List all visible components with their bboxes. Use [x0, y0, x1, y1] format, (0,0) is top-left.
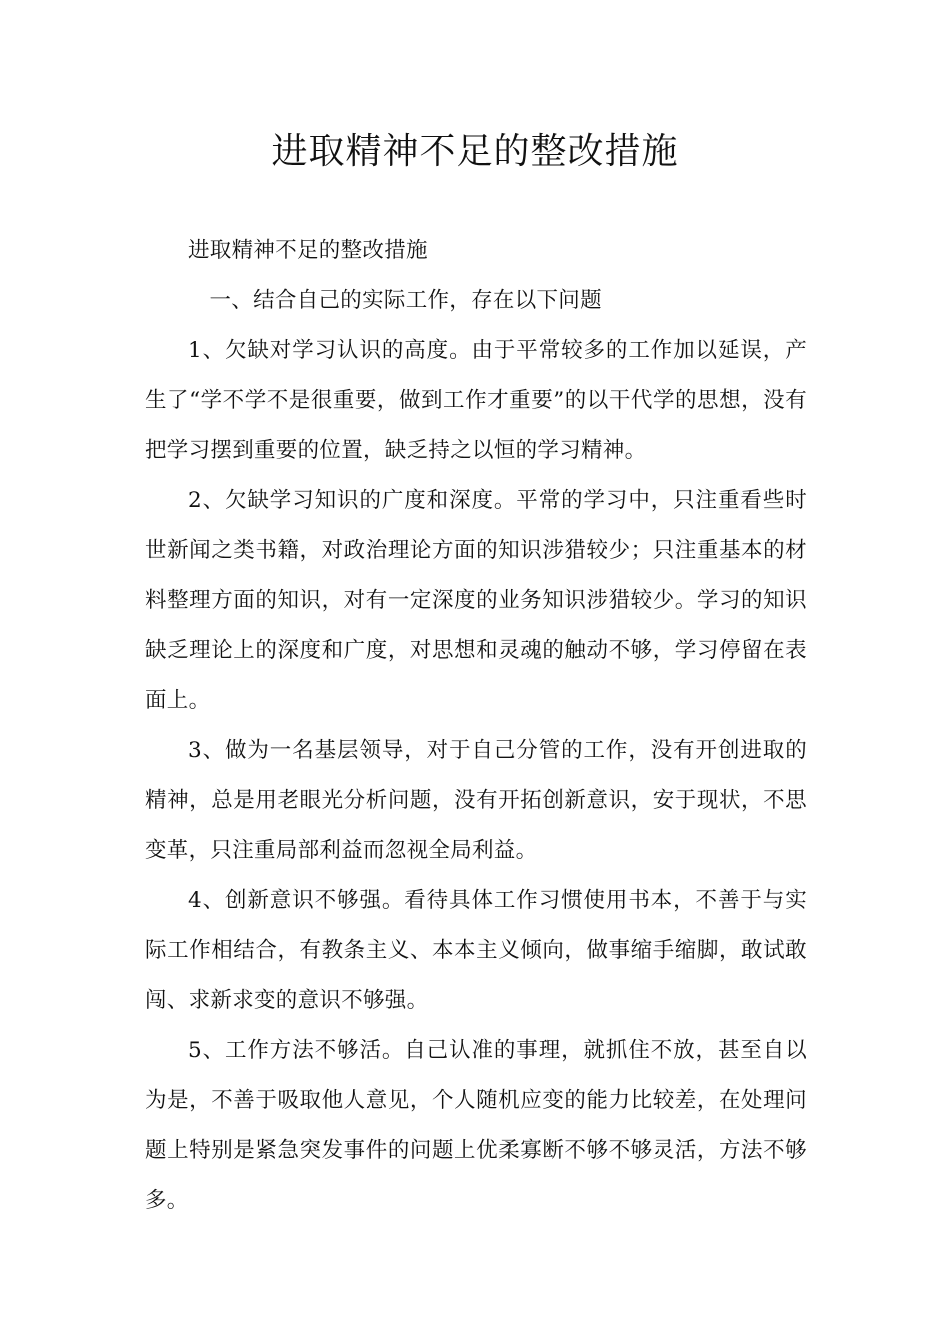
paragraph-3: 3、做为一名基层领导，对于自己分管的工作，没有开创进取的精神，总是用老眼光分析问题，没有开拓创新意识，安于现状，不思变革，只注重局部利益而忽视全局利益。	[145, 738, 807, 863]
document-subtitle: 进取精神不足的整改措施	[188, 238, 428, 263]
paragraph-4: 4、创新意识不够强。看待具体工作习惯使用书本，不善于与实际工作相结合，有教条主义、本本主义倾向，做事缩手缩脚，敢试敢闯、求新求变的意识不够强。	[145, 888, 807, 1013]
section-heading: 一、结合自己的实际工作，存在以下问题	[209, 288, 602, 313]
document-title: 进取精神不足的整改措施	[271, 131, 679, 172]
paragraph-1: 1、欠缺对学习认识的高度。由于平常较多的工作加以延误，产生了“学不学不是很重要，做到工作才重要”的以干代学的思想，没有把学习摆到重要的位置，缺乏持之以恒的学习精神。	[145, 338, 807, 463]
paragraph-2: 2、欠缺学习知识的广度和深度。平常的学习中，只注重看些时世新闻之类书籍，对政治理论方面的知识涉猎较少；只注重基本的材料整理方面的知识，对有一定深度的业务知识涉猎较少。学习的知识缺乏理论上的深度和广度，对思想和灵魂的触动不够，学习停留在表面上。	[145, 488, 807, 713]
paragraph-5: 5、工作方法不够活。自己认准的事理，就抓住不放，甚至自以为是，不善于吸取他人意见，个人随机应变的能力比较差，在处理问题上特别是紧急突发事件的问题上优柔寡断不够不够灵活，方法不够多。	[145, 1038, 807, 1213]
document-body	[145, 226, 807, 1226]
